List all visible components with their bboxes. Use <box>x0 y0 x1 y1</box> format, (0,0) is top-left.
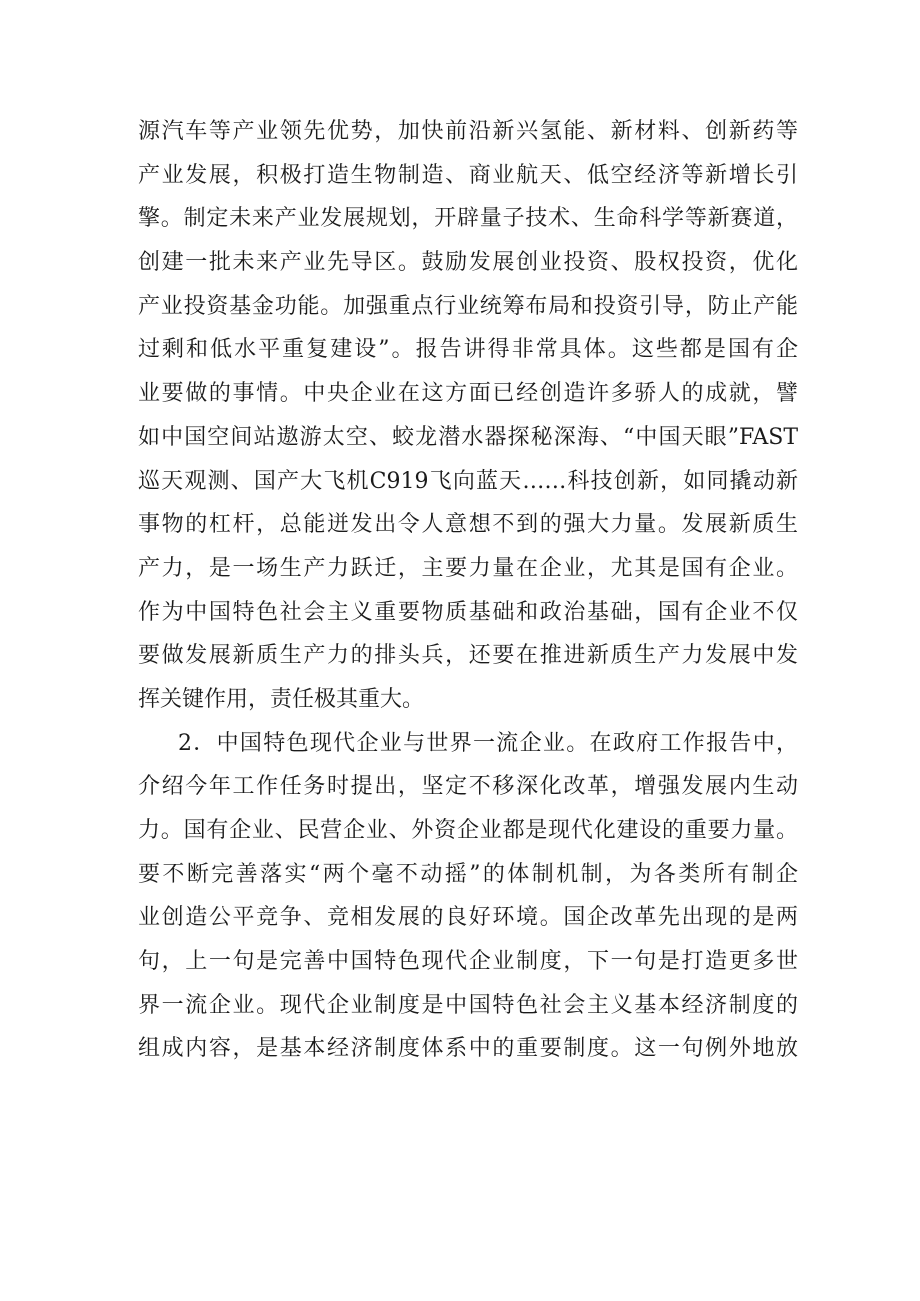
text-line: 创建一批未来产业先导区。鼓励发展创业投资、股权投资，优化 <box>138 250 798 276</box>
text-line: 擎。制定未来产业发展规划，开辟量子技术、生命科学等新赛道， <box>138 206 798 232</box>
paragraph-1 <box>138 110 798 722</box>
text-line: 要做发展新质生产力的排头兵，还要在推进新质生产力发展中发 <box>138 643 798 669</box>
text-line: 要不断完善落实“两个毫不动摇”的体制机制，为各类所有制企 <box>138 861 798 887</box>
text-line: 业要做的事情。中央企业在这方面已经创造许多骄人的成就，譬 <box>138 381 798 407</box>
text-line: 产业发展，积极打造生物制造、商业航天、低空经济等新增长引 <box>138 162 798 188</box>
text-line: 如中国空间站遨游太空、蛟龙潜水器探秘深海、“中国天眼”FAST <box>138 424 798 450</box>
text-line: 事物的杠杆，总能迸发出令人意想不到的强大力量。发展新质生 <box>138 512 798 538</box>
text-line: 组成内容，是基本经济制度体系中的重要制度。这一句例外地放 <box>138 1036 798 1062</box>
text-line: 作为中国特色社会主义重要物质基础和政治基础，国有企业不仅 <box>138 599 798 625</box>
text-line: 界一流企业。现代企业制度是中国特色社会主义基本经济制度的 <box>138 992 798 1018</box>
text-line: 介绍今年工作任务时提出，坚定不移深化改革，增强发展内生动 <box>138 774 798 800</box>
text-line: 产力，是一场生产力跃迁，主要力量在企业，尤其是国有企业。 <box>138 555 798 581</box>
text-line: 源汽车等产业领先优势，加快前沿新兴氢能、新材料、创新药等 <box>138 119 798 144</box>
text-line: 句，上一句是完善中国特色现代企业制度，下一句是打造更多世 <box>138 949 798 975</box>
text-line: 2．中国特色现代企业与世界一流企业。在政府工作报告中， <box>178 730 798 756</box>
text-line: 业创造公平竞争、竞相发展的良好环境。国企改革先出现的是两 <box>138 905 798 931</box>
paragraph-2 <box>138 722 798 1072</box>
text-line: 过剩和低水平重复建设”。报告讲得非常具体。这些都是国有企 <box>138 337 798 363</box>
text-line: 产业投资基金功能。加强重点行业统筹布局和投资引导，防止产能 <box>138 293 798 319</box>
body-text <box>138 110 798 1071</box>
text-line: 巡天观测、国产大飞机C919飞向蓝天……科技创新，如同撬动新 <box>138 468 798 494</box>
text-line: 力。国有企业、民营企业、外资企业都是现代化建设的重要力量。 <box>138 818 798 843</box>
text-line: 挥关键作用，责任极其重大。 <box>138 686 425 712</box>
